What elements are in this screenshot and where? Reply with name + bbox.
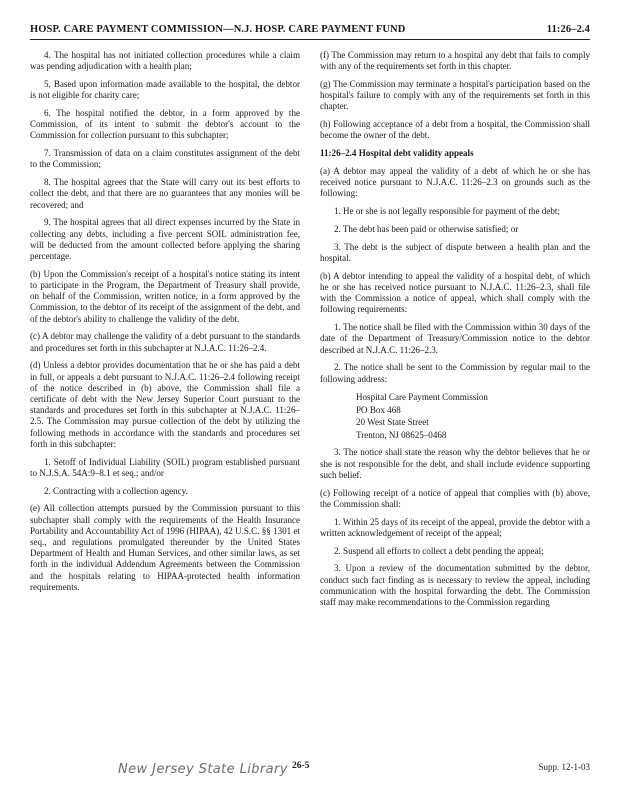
- list-item: 3. The debt is the subject of dispute between a health plan and the hospital.: [320, 241, 590, 263]
- list-item: 4. The hospital has not initiated collection procedures while a claim was pending adjudication with a health plan;: [30, 50, 300, 72]
- list-item: 7. Transmission of data on a claim constitutes assignment of the debt to the Commission;: [30, 148, 300, 170]
- paragraph-c: (c) Following receipt of a notice of appeal that complies with (b) above, the Commission shall:: [320, 487, 590, 509]
- left-column: [30, 50, 300, 615]
- section-heading: [320, 148, 590, 159]
- page-footer: [30, 760, 590, 784]
- address-line: PO Box 468: [356, 404, 401, 415]
- list-item: 3. The notice shall state the reason why the debtor believes that he or she is not responsible for the debt, and shall include evidence supporting such belief.: [320, 447, 590, 480]
- list-item: 9. The hospital agrees that all direct expenses incurred by the State in collecting any debts, including a five percent SOIL administration fee, will be deducted from the amount collected before applying the sharing percentage.: [30, 217, 300, 262]
- paragraph-c: (c) A debtor may challenge the validity of a debt pursuant to the standards and procedures set forth in this subchapter at N.J.A.C. 11:26–2.4.: [30, 331, 300, 353]
- list-item: 3. Upon a review of the documentation submitted by the debtor, conduct such fact finding as is necessary to review the appeal, including communication with the hospital forwarding the debt. The Commission staff may make recommendations to the Commission regarding: [320, 563, 590, 608]
- paragraph-b: (b) Upon the Commission's receipt of a hospital's notice stating its intent to participate in the Program, the Department of Treasury shall provide, on behalf of the Commission, written notice, in a form approved by the Commission, to the debtor of its receipt of the assignment of the debt, and of the debtor's ability to challenge the validity of the debt.: [30, 268, 300, 324]
- document-page: [30, 24, 590, 615]
- running-header: [30, 24, 590, 40]
- list-item: 1. Within 25 days of its receipt of the appeal, provide the debtor with a written acknowledgement of receipt of the appeal;: [320, 516, 590, 538]
- list-item: 2. The notice shall be sent to the Commission by regular mail to the following address:: [320, 362, 590, 384]
- paragraph-f: (f) The Commission may return to a hospital any debt that fails to comply with any of the requirements set forth in this chapter.: [320, 50, 590, 72]
- header-section: 11:26–2.4: [546, 24, 590, 35]
- mailing-address: [320, 391, 590, 441]
- list-item: 1. He or she is not legally responsible for payment of the debt;: [334, 206, 560, 217]
- list-item: 1. Setoff of Individual Liability (SOIL) program established pursuant to N.J.S.A. 54A:9–8.1 et seq.; and/or: [30, 456, 300, 478]
- page-number: 26-5: [292, 761, 310, 771]
- paragraph-d: (d) Unless a debtor provides documentation that he or she has paid a debt in full, or appeals a debt pursuant to N.J.A.C. 11:26–2.4 following receipt of the notice described in (b) above, the Commission shall file a certificate of debt with the New Jersey Superior Court pursuant to the standards and procedures set forth in this subchapter at N.J.A.C. 11:26–2.5. The Commission may pursue collection of the debt by utilizing the following methods in accordance with the standards and procedures set forth in this subchapter:: [30, 360, 300, 449]
- list-item: 2. The debt has been paid or otherwise satisfied; or: [334, 224, 519, 234]
- address-line: Trenton, NJ 08625–0468: [356, 429, 447, 440]
- library-watermark: New Jersey State Library: [118, 762, 288, 777]
- list-item: 2. Contracting with a collection agency.: [44, 485, 188, 496]
- supplement-date: Supp. 12-1-03: [538, 762, 590, 772]
- section-number: 11:26–2.4: [320, 148, 357, 159]
- paragraph-b: (b) A debtor intending to appeal the validity of a hospital debt, of which he or she has received notice pursuant to N.J.A.C. 11:26–2.3, shall file with the Commission a notice of appeal, which shall comply with the following requirements:: [320, 270, 590, 315]
- list-item: 1. The notice shall be filed with the Commission within 30 days of the date of the Department of Treasury/Commission notice to the debtor described at N.J.A.C. 11:26–2.3.: [320, 322, 590, 355]
- list-item: 2. Suspend all efforts to collect a debt pending the appeal;: [334, 545, 544, 556]
- paragraph-h: (h) Following acceptance of a debt from a hospital, the Commission shall become the owner of the debt.: [320, 119, 590, 141]
- paragraph-e: (e) All collection attempts pursued by the Commission pursuant to this subchapter shall comply with the requirements of the Health Insurance Portability and Accountability Act of 1996 (HIPAA), 42 U.S.C. §§ 1301 et seq., and regulations promulgated thereunder by the United States Department of Health and Human Services, and other similar laws, as set forth in the individual Addendum Agreements between the Commission and the hospitals relating to HIPAA-protected health information requirements.: [30, 503, 300, 592]
- address-line: Hospital Care Payment Commission: [356, 392, 488, 403]
- address-line: 20 West State Street: [356, 417, 429, 428]
- paragraph-a: (a) A debtor may appeal the validity of a debt of which he or she has received notice pursuant to N.J.A.C. 11:26–2.3 on grounds such as the following:: [320, 166, 590, 199]
- right-column: [320, 50, 590, 615]
- section-title: Hospital debt validity appeals: [358, 148, 474, 159]
- list-item: 6. The hospital notified the debtor, in a form approved by the Commission, of its intent to submit the debtor's account to the Commission for collection pursuant to this subchapter;: [30, 108, 300, 141]
- header-title: HOSP. CARE PAYMENT COMMISSION—N.J. HOSP. CARE PAYMENT FUND: [30, 24, 406, 35]
- list-item: 8. The hospital agrees that the State will carry out its best efforts to collect the debt, and that there are no guarantees that any monies will be recovered; and: [30, 177, 300, 210]
- list-item: 5. Based upon information made available to the hospital, the debtor is not eligible for charity care;: [30, 79, 300, 101]
- text-columns: [30, 50, 590, 615]
- paragraph-g: (g) The Commission may terminate a hospital's participation based on the hospital's failure to comply with any of the requirements set forth in this chapter.: [320, 79, 590, 112]
